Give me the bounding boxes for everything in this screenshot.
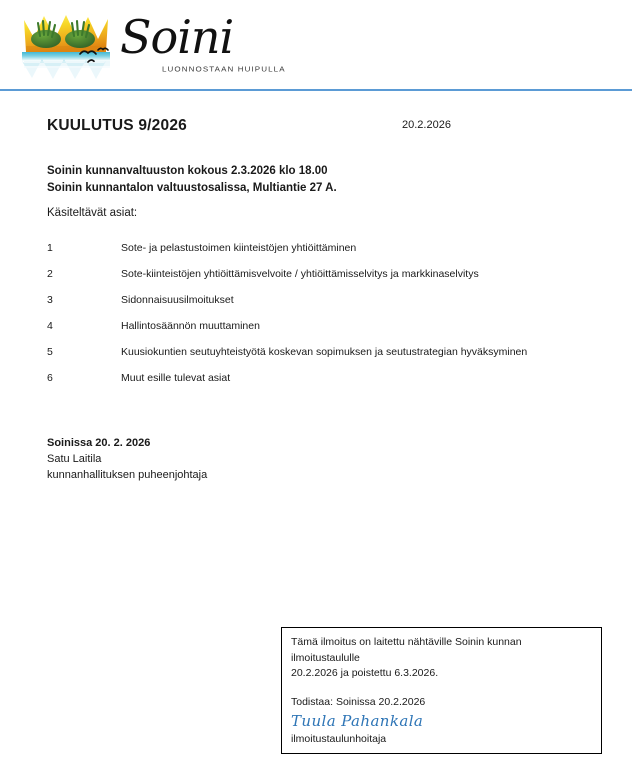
notice-line-2: ilmoitustaululle [291, 651, 360, 664]
soini-logo [18, 6, 286, 84]
notice-signer-role: ilmoitustaulunhoitaja [291, 733, 387, 745]
title-row [47, 117, 587, 135]
agenda-item-number: 6 [47, 372, 53, 384]
agenda-item-text: Sote- ja pelastustoimen kiinteistöjen yhtiöittäminen [121, 242, 357, 254]
soini-crown-reflection-logo [18, 6, 118, 84]
logo-tagline-text: LUONNOSTAAN HUIPULLA [162, 65, 286, 74]
agenda-item-number: 1 [47, 242, 53, 254]
agenda-item-text: Muut esille tulevat asiat [121, 372, 231, 384]
agenda-label: Käsiteltävät asiat: [47, 207, 138, 219]
agenda-item [47, 365, 592, 391]
notice-box [281, 627, 602, 754]
meeting-details [47, 163, 567, 196]
agenda-item [47, 313, 592, 339]
notice-box-content [291, 635, 591, 748]
notice-spacer [291, 682, 591, 695]
page-header [0, 0, 632, 91]
agenda-item-number: 4 [47, 320, 53, 332]
page-title: KUULUTUS 9/2026 [47, 117, 187, 134]
soini-wordmark [114, 8, 286, 84]
header-divider [0, 89, 632, 91]
document-date: 20.2.2026 [402, 119, 451, 131]
agenda-item-number: 2 [47, 268, 53, 280]
agenda-item [47, 235, 592, 261]
agenda-item-text: Hallintosäännön muuttaminen [121, 320, 260, 332]
signature-name: Satu Laitila [47, 453, 102, 465]
agenda-item-text: Kuusiokuntien seutuyhteistyötä koskevan sopimuksen ja seutustrategian hyväksyminen [121, 346, 528, 358]
agenda-item [47, 339, 592, 365]
agenda-item-text: Sote-kiinteistöjen yhtiöittämisvelvoite / yhtiöittämisselvitys ja markkinaselvitys [121, 268, 479, 280]
signature-block [47, 435, 207, 483]
notice-attestation: Todistaa: Soinissa 20.2.2026 [291, 695, 426, 708]
agenda-item [47, 261, 592, 287]
signature-place-date: Soinissa 20. 2. 2026 [47, 437, 151, 449]
agenda-item-text: Sidonnaisuusilmoitukset [121, 294, 234, 306]
notice-line-3: 20.2.2026 ja poistettu 6.3.2026. [291, 667, 439, 679]
agenda-item-number: 3 [47, 294, 53, 306]
meeting-line-2: Soinin kunnantalon valtuustosalissa, Multiantie 27 A. [47, 181, 337, 194]
meeting-line-1: Soinin kunnanvaltuuston kokous 2.3.2026 klo 18.00 [47, 165, 328, 177]
agenda-list [47, 235, 592, 391]
agenda-item [47, 287, 592, 313]
signature-role: kunnanhallituksen puheenjohtaja [47, 469, 208, 481]
handwritten-signature: Tuula Pahankala [291, 712, 424, 730]
agenda-item-number: 5 [47, 346, 53, 358]
notice-line-1: Tämä ilmoitus on laitettu nähtäville Soinin kunnan [291, 636, 522, 648]
logo-wordmark-text: Soini [120, 10, 234, 64]
